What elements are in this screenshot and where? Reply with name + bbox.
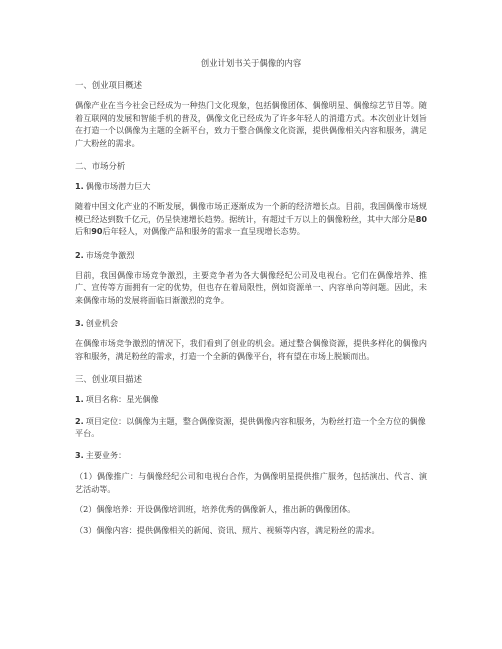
business-training: （2）偶像培养：开设偶像培训班，培养优秀的偶像新人，推出新的偶像团体。 bbox=[75, 504, 356, 514]
market-potential-paragraph bbox=[75, 200, 427, 238]
document-title: 创业计划书关于偶像的内容 bbox=[200, 58, 302, 68]
subheading-opportunity bbox=[75, 317, 427, 329]
subheading-competition bbox=[75, 249, 427, 261]
item-text: 项目名称：星光偶像 bbox=[85, 394, 159, 404]
section-heading-overview: 一、创业项目概述 bbox=[75, 80, 142, 90]
subheading-market-potential bbox=[75, 180, 427, 192]
competition-paragraph: 目前，我国偶像市场竞争激烈，主要竞争者为各大偶像经纪公司及电视台。它们在偶像培养、推广、宣传等方面拥有一定的优势，但也存在着局限性，例如资源单一、内容单向等问题。因此，未来偶像市场的发展将面临日渐激烈的竞争。 bbox=[75, 269, 427, 305]
paragraph-text-mid: 后和 bbox=[75, 226, 92, 236]
paragraph-text-a: 随着中国文化产业的不断发展，偶像市场正逐渐成为一个新的经济增长点。目前，我国偶像市场规模已经达到数千亿元，仍呈快速增长趋势。据统计，有超过千万以上的偶像粉丝，其中大部分是 bbox=[75, 201, 427, 224]
overview-paragraph: 偶像产业在当今社会已经成为一种热门文化现象，包括偶像团体、偶像明星、偶像综艺节目等。随着互联网的发展和智能手机的普及，偶像文化已经成为了许多年轻人的消遣方式。本次创业计划旨在打造一个以偶像为主题的全新平台，致力于整合偶像文化资源，提供偶像相关内容和服务，满足广大粉丝的需求。 bbox=[75, 100, 427, 148]
opportunity-paragraph: 在偶像市场竞争激烈的情况下，我们看到了创业的机会。通过整合偶像资源，提供多样化的偶像内容和服务，满足粉丝的需求，打造一个全新的偶像平台，将有望在市场上脱颖而出。 bbox=[75, 338, 427, 361]
item-text: 项目定位：以偶像为主题，整合偶像资源，提供偶像内容和服务，为粉丝打造一个全方位的偶像平台。 bbox=[75, 415, 426, 438]
subheading-number: 3. bbox=[75, 318, 84, 328]
subheading-number: 1. bbox=[75, 181, 84, 191]
subheading-text: 创业机会 bbox=[85, 318, 119, 328]
business-content: （3）偶像内容：提供偶像相关的新闻、资讯、照片、视频等内容，满足粉丝的需求。 bbox=[75, 524, 380, 535]
item-text: 主要业务： bbox=[85, 449, 127, 460]
business-promotion: （1）偶像推广：与偶像经纪公司和电视台合作，为偶像明星提供推广服务，包括演出、代言、演艺活动等。 bbox=[75, 471, 427, 494]
section-heading-market: 二、市场分析 bbox=[75, 161, 126, 171]
item-number: 2. bbox=[75, 415, 84, 426]
subheading-text: 偶像市场潜力巨大 bbox=[85, 181, 151, 191]
paragraph-text-b: 后年轻人，对偶像产品和服务的需求一直呈现增长态势。 bbox=[102, 226, 305, 236]
main-business-item bbox=[75, 449, 427, 462]
subheading-text: 市场竞争激烈 bbox=[85, 249, 135, 260]
section-heading-description: 三、创业项目描述 bbox=[75, 374, 142, 384]
paragraph-number-80: 80 bbox=[415, 213, 427, 224]
project-name-item bbox=[75, 393, 427, 406]
item-number: 1. bbox=[75, 394, 84, 404]
item-number: 3. bbox=[75, 449, 84, 460]
project-position-item bbox=[75, 415, 427, 440]
subheading-number: 2. bbox=[75, 249, 84, 260]
paragraph-number-90: 90 bbox=[91, 226, 103, 236]
